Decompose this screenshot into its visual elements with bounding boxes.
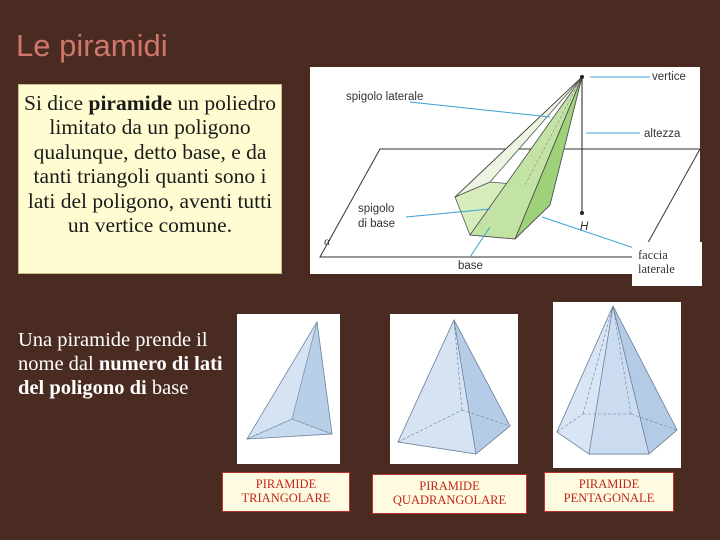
label-triangular-line-2: TRIANGOLARE	[241, 491, 331, 505]
label-quadrangular-line-2: QUADRANGOLARE	[392, 493, 507, 507]
naming-text	[18, 328, 238, 400]
label-altezza: altezza	[644, 128, 681, 140]
square-pyramid-drawing	[390, 314, 518, 464]
faccia-laterale-label	[632, 242, 702, 286]
page-title: Le piramidi	[16, 28, 168, 63]
pentagonal-pyramid-drawing	[553, 302, 681, 468]
faccia-laterale-line-1: faccia	[638, 248, 668, 262]
triangular-pyramid-drawing	[237, 314, 340, 464]
label-triangular	[222, 472, 350, 512]
pentagonal-pyramid-image	[553, 302, 681, 468]
label-H: H	[580, 221, 589, 233]
naming-text-start: Una piramide prende il nome dal	[18, 329, 208, 375]
label-spigolo-di-base-1: spigolo	[358, 203, 395, 215]
label-pentagonal	[544, 472, 674, 512]
definition-keyword: piramide	[88, 91, 173, 115]
label-spigolo-di-base-2: di base	[358, 218, 396, 230]
naming-keyword: numero di lati del poligono di	[18, 353, 223, 399]
triangular-pyramid-image	[237, 314, 340, 464]
label-vertice: vertice	[652, 71, 686, 83]
faccia-laterale-line-2: laterale	[638, 262, 675, 276]
label-quadrangular-line-1: PIRAMIDE	[419, 479, 480, 493]
label-spigolo-laterale: spigolo laterale	[346, 91, 424, 103]
label-triangular-line-1: PIRAMIDE	[255, 477, 317, 491]
definition-text-start: Si dice	[23, 91, 89, 115]
label-base: base	[458, 260, 483, 272]
label-quadrangular	[372, 474, 527, 514]
label-alpha: α	[324, 234, 331, 248]
label-pentagonal-line-2: PENTAGONALE	[563, 491, 655, 505]
naming-text-end: base	[146, 377, 189, 399]
definition-box	[18, 84, 282, 274]
definition-text-end: un poliedro limitato da un poligono qualunque, detto base, e da tanti triangoli quanti sono i lati del poligono, aventi tutti un vertice comune.	[27, 91, 276, 238]
square-pyramid-image	[390, 314, 518, 464]
label-pentagonal-line-1: PIRAMIDE	[578, 477, 640, 491]
